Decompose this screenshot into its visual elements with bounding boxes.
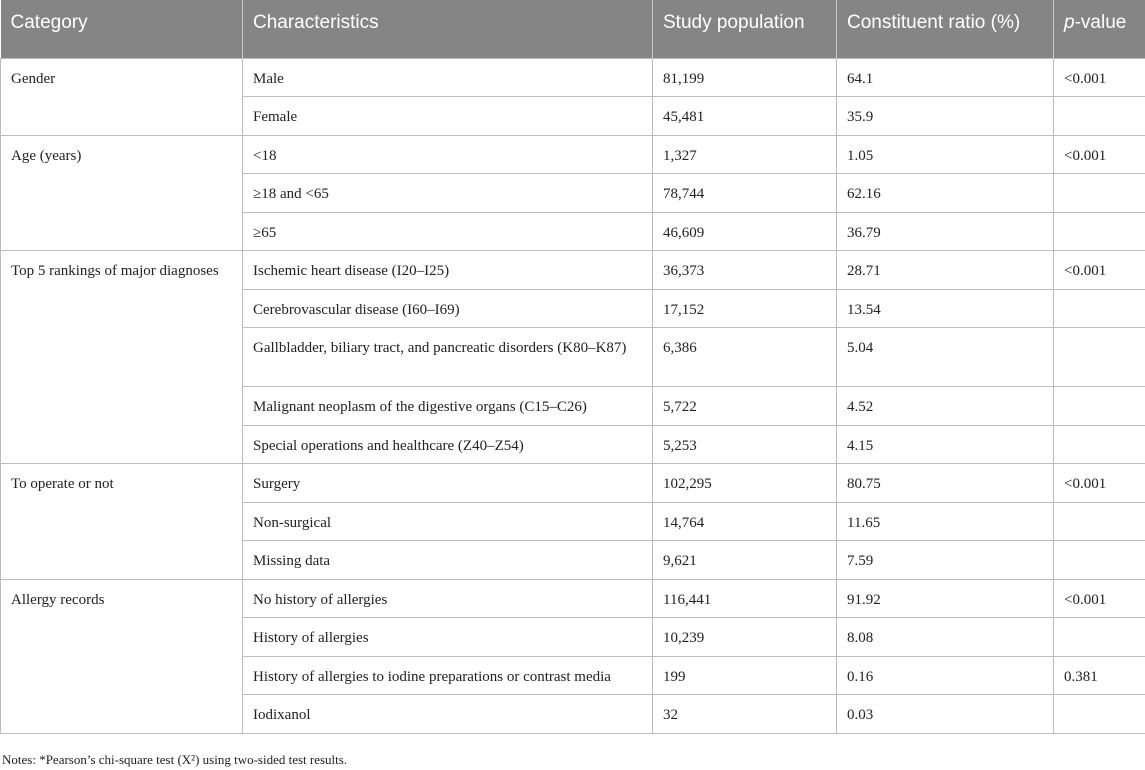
cell-characteristic: ≥65 <box>243 212 653 251</box>
table-row <box>1 135 1145 174</box>
cell-p-value: <0.001 <box>1054 135 1145 174</box>
cell-ratio: 4.15 <box>837 425 1054 464</box>
cell-p-value <box>1054 174 1145 213</box>
cell-population: 32 <box>653 695 837 734</box>
cell-p-value <box>1054 289 1145 328</box>
table-row <box>1 58 1145 97</box>
cell-p-value <box>1054 695 1145 734</box>
table-row <box>1 579 1145 618</box>
cell-characteristic: ≥18 and <65 <box>243 174 653 213</box>
cell-p-value <box>1054 212 1145 251</box>
cell-p-value <box>1054 425 1145 464</box>
category-diagnoses: Top 5 rankings of major diagnoses <box>1 251 243 464</box>
cell-ratio: 7.59 <box>837 541 1054 580</box>
cell-population: 1,327 <box>653 135 837 174</box>
cell-characteristic: Surgery <box>243 464 653 503</box>
table-row <box>1 251 1145 290</box>
table-notes: Notes: *Pearson’s chi-square test (X²) using two-sided test results. <box>2 752 348 767</box>
cell-p-value <box>1054 328 1145 387</box>
cell-characteristic: No history of allergies <box>243 579 653 618</box>
cell-population: 116,441 <box>653 579 837 618</box>
header-row <box>1 0 1145 58</box>
cell-ratio: 13.54 <box>837 289 1054 328</box>
cell-p-value <box>1054 97 1145 136</box>
category-gender: Gender <box>1 58 243 135</box>
cell-characteristic: Iodixanol <box>243 695 653 734</box>
cell-population: 14,764 <box>653 502 837 541</box>
cell-population: 199 <box>653 656 837 695</box>
cell-ratio: 36.79 <box>837 212 1054 251</box>
cell-characteristic: Cerebrovascular disease (I60–I69) <box>243 289 653 328</box>
cell-p-value <box>1054 618 1145 657</box>
cell-population: 9,621 <box>653 541 837 580</box>
cell-ratio: 0.03 <box>837 695 1054 734</box>
cell-population: 102,295 <box>653 464 837 503</box>
cell-ratio: 28.71 <box>837 251 1054 290</box>
cell-ratio: 4.52 <box>837 387 1054 426</box>
cell-p-value: <0.001 <box>1054 251 1145 290</box>
header-characteristics: Characteristics <box>243 0 653 58</box>
category-age: Age (years) <box>1 135 243 251</box>
cell-ratio: 5.04 <box>837 328 1054 387</box>
cell-ratio: 8.08 <box>837 618 1054 657</box>
category-allergy: Allergy records <box>1 579 243 733</box>
cell-characteristic: Female <box>243 97 653 136</box>
cell-characteristic: Malignant neoplasm of the digestive organs (C15–C26) <box>243 387 653 426</box>
header-category: Category <box>1 0 243 58</box>
cell-characteristic: Non-surgical <box>243 502 653 541</box>
cell-p-value: 0.381 <box>1054 656 1145 695</box>
cell-ratio: 62.16 <box>837 174 1054 213</box>
cell-population: 36,373 <box>653 251 837 290</box>
cell-population: 5,722 <box>653 387 837 426</box>
cell-ratio: 35.9 <box>837 97 1054 136</box>
category-operate: To operate or not <box>1 464 243 580</box>
cell-population: 6,386 <box>653 328 837 387</box>
cell-population: 10,239 <box>653 618 837 657</box>
cell-characteristic: Special operations and healthcare (Z40–Z54) <box>243 425 653 464</box>
cell-p-value: <0.001 <box>1054 464 1145 503</box>
cell-ratio: 80.75 <box>837 464 1054 503</box>
table-row <box>1 464 1145 503</box>
cell-characteristic: History of allergies <box>243 618 653 657</box>
cell-p-value <box>1054 387 1145 426</box>
header-p-suffix: -value <box>1074 12 1127 33</box>
cell-ratio: 91.92 <box>837 579 1054 618</box>
header-p-italic: p <box>1064 12 1075 33</box>
cell-p-value <box>1054 502 1145 541</box>
cell-p-value: <0.001 <box>1054 579 1145 618</box>
cell-population: 45,481 <box>653 97 837 136</box>
header-p-value <box>1054 0 1145 58</box>
cell-ratio: 11.65 <box>837 502 1054 541</box>
cell-population: 81,199 <box>653 58 837 97</box>
cell-population: 5,253 <box>653 425 837 464</box>
cell-characteristic: Ischemic heart disease (I20–I25) <box>243 251 653 290</box>
cell-p-value <box>1054 541 1145 580</box>
cell-population: 46,609 <box>653 212 837 251</box>
cell-characteristic: Male <box>243 58 653 97</box>
cell-p-value: <0.001 <box>1054 58 1145 97</box>
header-study-population: Study population <box>653 0 837 58</box>
cell-characteristic: Missing data <box>243 541 653 580</box>
cell-population: 78,744 <box>653 174 837 213</box>
cell-characteristic: History of allergies to iodine preparations or contrast media <box>243 656 653 695</box>
header-constituent-ratio: Constituent ratio (%) <box>837 0 1054 58</box>
cell-ratio: 1.05 <box>837 135 1054 174</box>
cell-characteristic: Gallbladder, biliary tract, and pancreatic disorders (K80–K87) <box>243 328 653 387</box>
cell-population: 17,152 <box>653 289 837 328</box>
cell-ratio: 0.16 <box>837 656 1054 695</box>
cell-ratio: 64.1 <box>837 58 1054 97</box>
cell-characteristic: <18 <box>243 135 653 174</box>
